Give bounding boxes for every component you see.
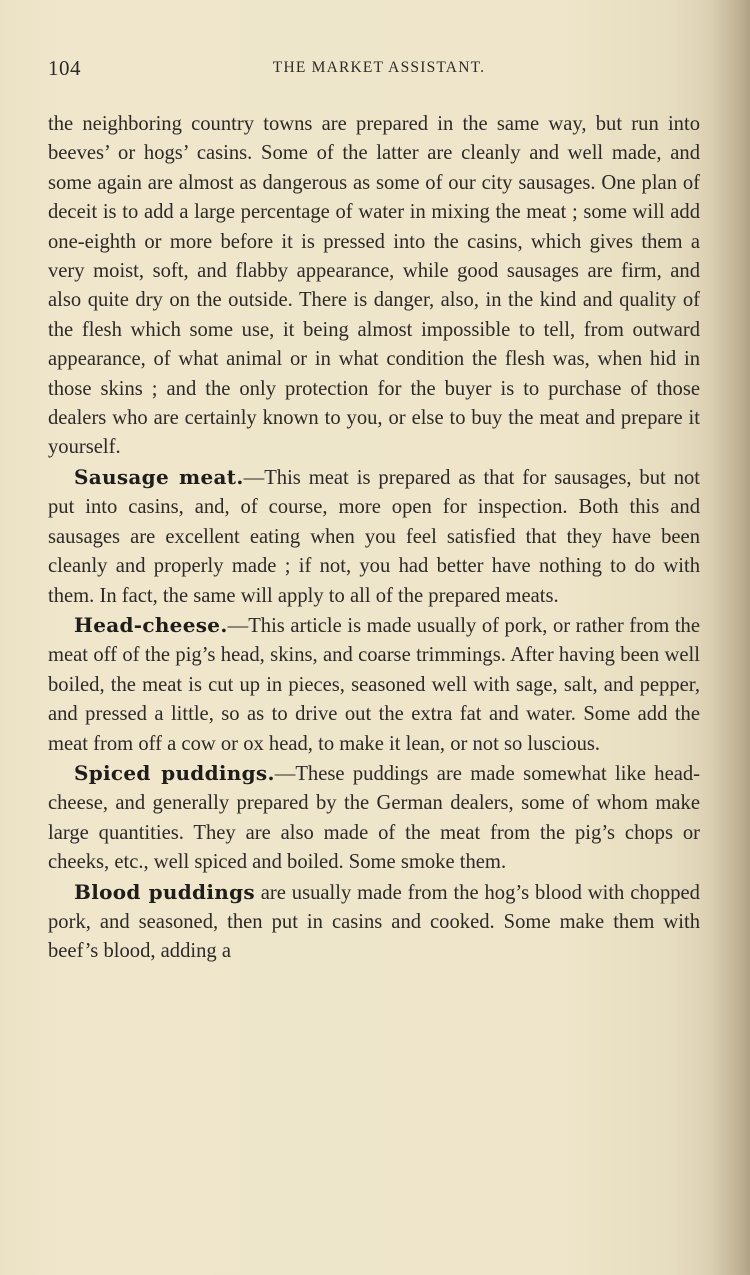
entry-text: —These puddings are made somewhat like head-cheese, and generally prepared by the German dealers, some of whom make large quantities. They are also made of the meat from the pig’s chops or cheeks, etc., well spiced and boiled. Some smoke them. <box>48 762 701 874</box>
entry-headword: Head-cheese. <box>74 612 228 637</box>
page-edge-shadow <box>710 0 750 1275</box>
entry-head-cheese <box>48 611 700 759</box>
entry-text: —This article is made usually of pork, or rather from the meat off of the pig’s head, skins, and coarse trimmings. After having been well boiled, the meat is cut up in pieces, seasoned well with sage, salt, and pepper, and pressed a little, so as to drive out the extra fat and water. Some add the meat from off a cow or ox head, to make it lean, or not so luscious. <box>48 614 700 755</box>
entry-sausage-meat <box>48 463 700 611</box>
entry-blood-puddings <box>48 878 700 967</box>
body-text <box>48 110 700 967</box>
entry-text: —This meat is prepared as that for sausages, but not put into casins, and, of course, more open for inspection. Both this and sausages are excellent eating when you feel satisfied that they have been cleanly and properly made ; if not, you had better have nothing to do with them. In fact, the same will apply to all of the prepared meats. <box>48 466 701 607</box>
running-title: THE MARKET ASSISTANT. <box>272 59 486 76</box>
page-number: 104 <box>48 56 81 80</box>
entry-headword: Sausage meat. <box>74 464 244 489</box>
running-header <box>48 56 700 84</box>
continued-paragraph: the neighboring country towns are prepared in the same way, but run into beeves’ or hogs’ casins. Some of the latter are cleanly and well made, and some again are almost as dangerous as some of our city sausages. One plan of deceit is to add a large percentage of water in mixing the meat ; some will add one-eighth or more before it is pressed into the casins, which gives them a very moist, soft, and flabby appearance, while good sausages are firm, and also quite dry on the outside. There is danger, also, in the kind and quality of the flesh which some use, it being almost impossible to tell, from outward appearance, of what animal or in what condition the flesh was, when hid in those skins ; and the only protection for the buyer is to purchase of those dealers who are certainly known to you, or else to buy the meat and prepare it yourself. <box>48 113 700 459</box>
entry-headword: Spiced puddings. <box>74 760 275 785</box>
entry-spiced-puddings <box>48 759 700 878</box>
entry-headword: Blood puddings <box>74 879 255 904</box>
entry-text: are usually made from the hog’s blood with chopped pork, and seasoned, then put in casins and cooked. Some make them with beef’s blood, adding a <box>48 881 700 963</box>
